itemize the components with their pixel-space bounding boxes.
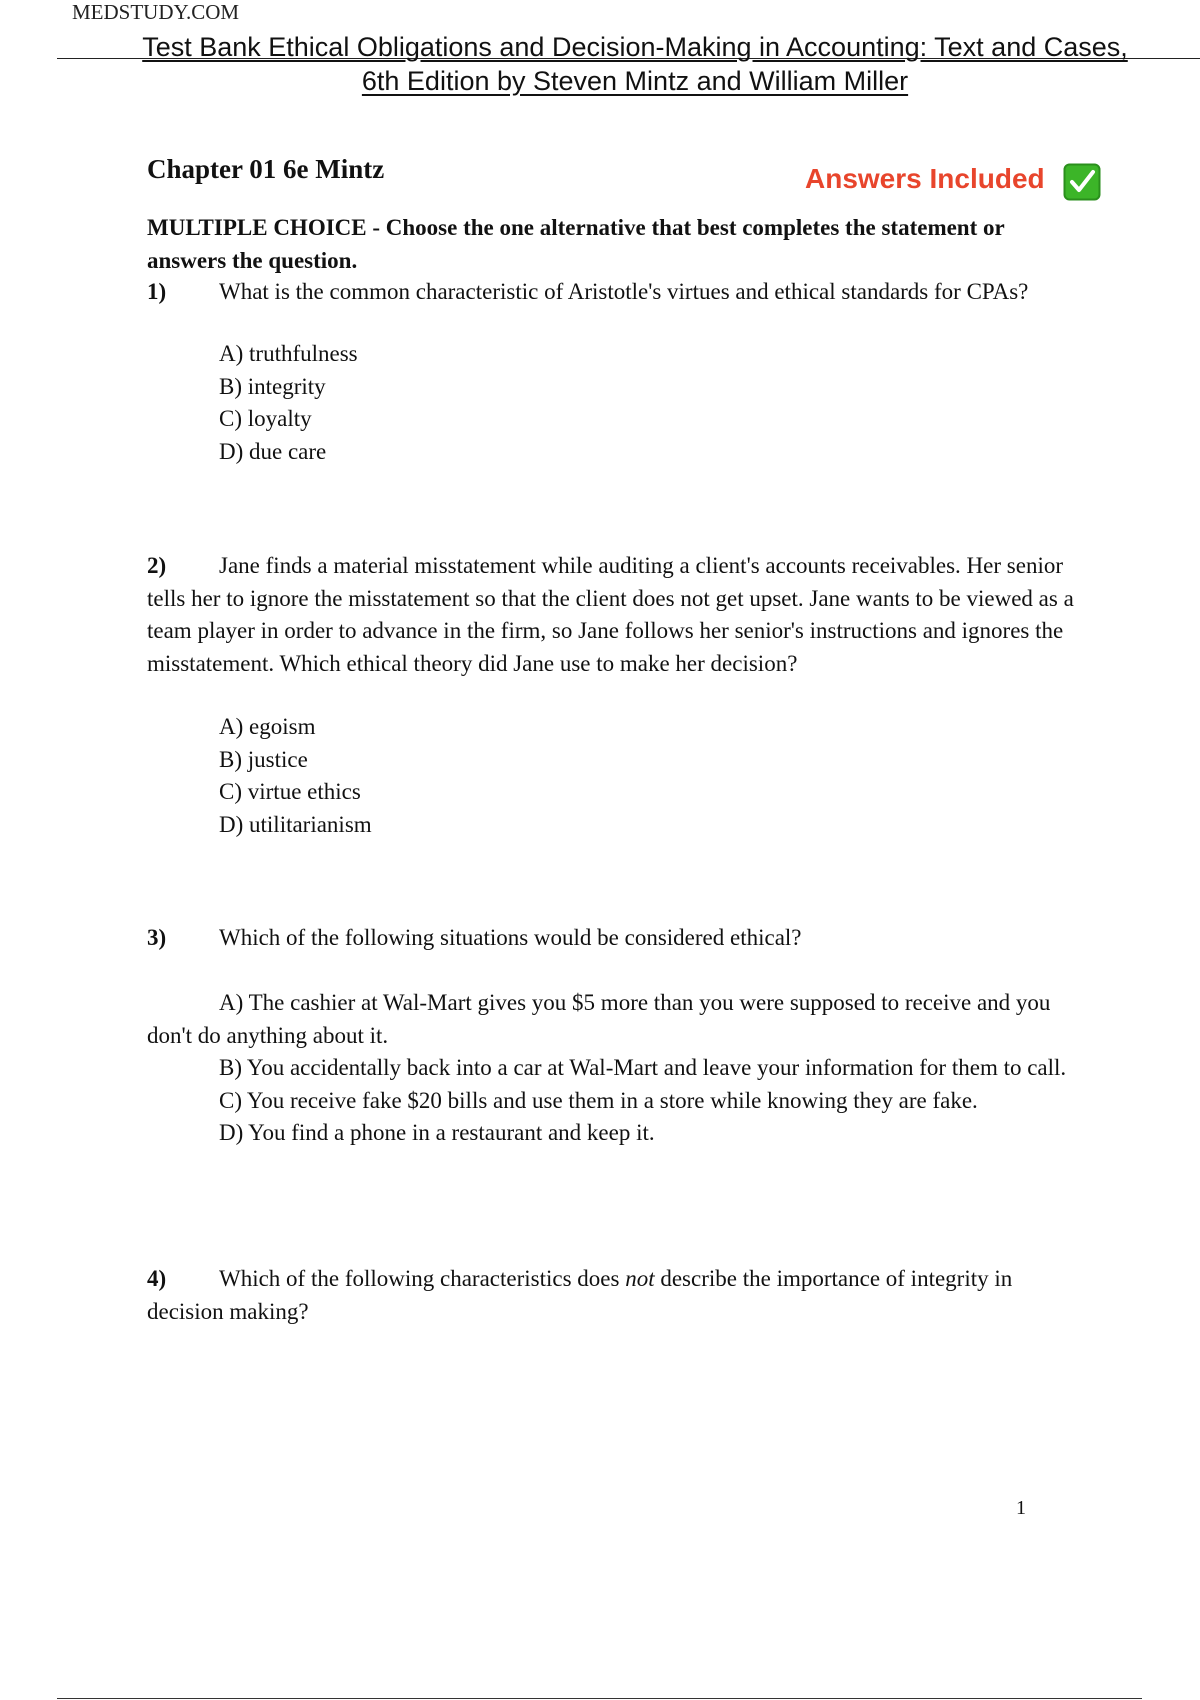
question-text: What is the common characteristic of Aristotle's virtues and ethical standards for CPAs? [219,279,1029,304]
option: A) The cashier at Wal-Mart gives you $5 more than you were supposed to receive and you don't do anything about it. [147,990,1051,1048]
question-3-options [147,987,1077,1150]
question-3 [147,922,1077,955]
title-line-1: Test Bank Ethical Obligations and Decision-Making in Accounting: Text and Cases, [142,32,1128,62]
page-number: 1 [1016,1497,1026,1519]
option: C) virtue ethics [219,779,361,804]
bottom-rule [57,1698,1142,1699]
instructions: MULTIPLE CHOICE - Choose the one alternative that best completes the statement or answers the question. [147,215,1005,273]
question-text: describe the importance of integrity in decision making? [147,1266,1013,1324]
answers-included-badge: Answers Included [805,163,1045,194]
option: D) You find a phone in a restaurant and keep it. [219,1120,655,1145]
option: A) egoism [219,714,316,739]
question-text: Which of the following situations would be considered ethical? [219,925,802,950]
option: B) You accidentally back into a car at Wal-Mart and leave your information for them to call. [219,1055,1067,1080]
site-name: MEDSTUDY.COM [72,0,240,24]
question-text: Which of the following characteristics does [219,1266,626,1291]
question-number: 3) [147,925,167,950]
question-2-options [219,711,372,841]
question-number: 1) [147,279,167,304]
question-2 [147,550,1077,680]
question-text: Jane finds a material misstatement while auditing a client's accounts receivables. Her senior tells her to ignore the misstatement so that the client does not get upset. Jane wants to be viewed as a team player in order to advance in the firm, so Jane follows her senior's instructions and ignores the misstatement. Which ethical theory did Jane use to make her decision? [147,553,1074,676]
option: C) loyalty [219,406,312,431]
question-1-options [219,338,358,468]
document-title [70,30,1200,98]
question-number: 4) [147,1266,167,1291]
option: B) justice [219,746,308,772]
question-4 [147,1263,1077,1328]
title-line-2: 6th Edition by Steven Mintz and William Miller [361,66,909,96]
option: C) You receive fake $20 bills and use them in a store while knowing they are fake. [219,1087,978,1113]
option: D) utilitarianism [219,811,372,837]
option: B) integrity [219,373,326,399]
question-1 [147,276,1077,309]
option: A) truthfulness [219,341,358,366]
question-number: 2) [147,553,167,578]
chapter-heading: Chapter 01 6e Mintz [147,154,385,184]
question-text-emphasis: not [625,1266,655,1291]
option: D) due care [219,438,327,464]
check-box-icon [1063,163,1101,201]
